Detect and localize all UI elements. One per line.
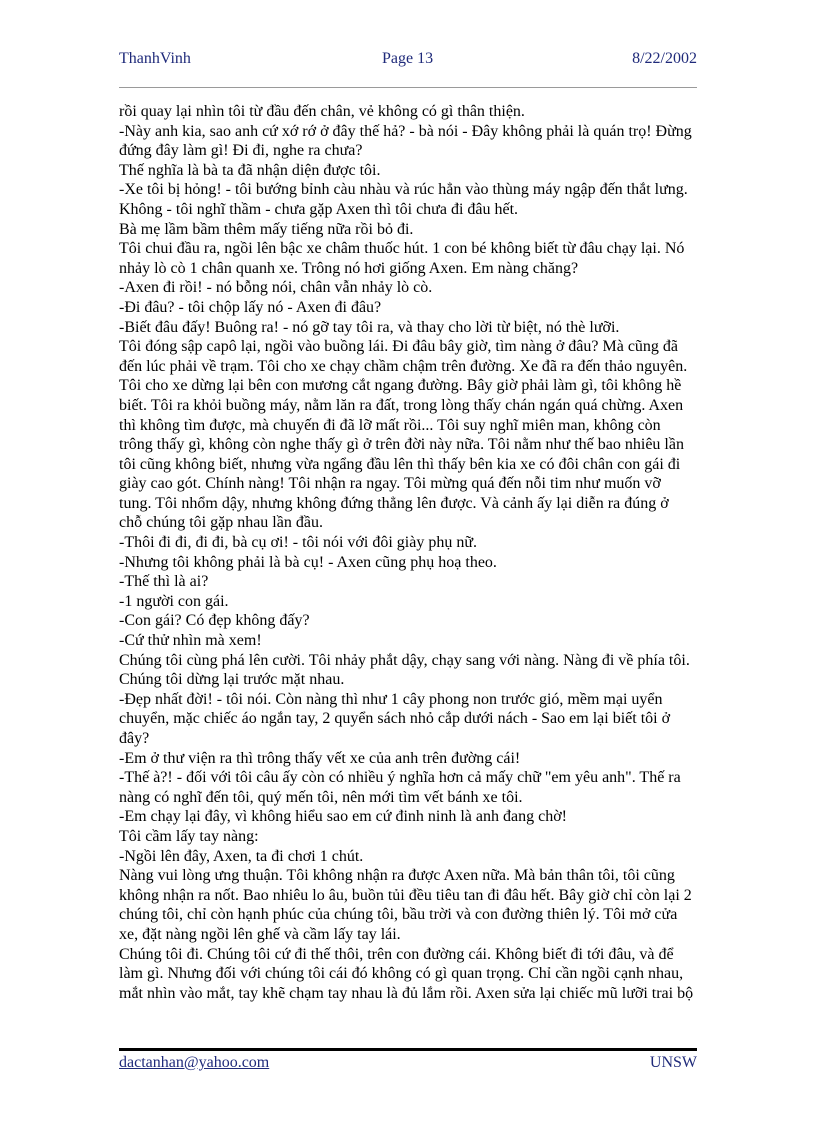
body-line: biết. Tôi ra khỏi buồng máy, nằm lăn ra đất, trong lòng thấy chán ngán quá chừng. Axen <box>119 396 684 414</box>
footer-email-link[interactable]: dactanhan@yahoo.com <box>119 1054 270 1071</box>
body-line: xe, đặt nàng ngồi lên ghế và cầm lấy tay lái. <box>119 925 401 943</box>
body-line: -1 người con gái. <box>119 592 229 610</box>
body-line: đứng đây làm gì! Đi đi, nghe ra chưa? <box>119 142 363 160</box>
body-line: rồi quay lại nhìn tôi từ đầu đến chân, vẻ không có gì thân thiện. <box>119 103 525 120</box>
footer-divider <box>119 1048 697 1051</box>
header-page-number: Page 13 <box>382 50 434 67</box>
body-line: -Ngồi lên đây, Axen, ta đi chơi 1 chút. <box>119 847 364 865</box>
body-line: nàng có nghĩ đến tôi, quý mến tôi, nên mới tìm vết bánh xe tôi. <box>119 788 523 806</box>
body-line: -Xe tôi bị hỏng! - tôi bướng bỉnh càu nhàu và rúc hẳn vào thùng máy ngập đến thắt lưng. <box>119 181 688 199</box>
body-line: -Đi đâu? - tôi chộp lấy nó - Axen đi đâu? <box>119 298 382 316</box>
body-line: Tôi chui đầu ra, ngồi lên bậc xe châm thuốc hút. 1 con bé không biết từ đâu chạy lại. Nó <box>119 240 685 258</box>
body-line: -Thôi đi đi, đi đi, bà cụ ơi! - tôi nói với đôi giày phụ nữ. <box>119 534 477 552</box>
header-date: 8/22/2002 <box>632 50 697 67</box>
body-line: tung. Tôi nhổm dậy, nhưng không đứng thẳng lên được. Và cảnh ấy lại diễn ra đúng ở <box>119 494 669 512</box>
body-line: không nhận ra nốt. Bao nhiêu lo âu, buồn tủi đều tiêu tan đi đâu hết. Bây giờ chỉ còn lại 2 <box>119 886 692 904</box>
body-line: đến lúc phải về trạm. Tôi cho xe chạy chầm chậm trên đường. Xe đã ra đến thảo nguyên. <box>119 357 688 375</box>
body-line: -Biết đâu đấy! Buông ra! - nó gỡ tay tôi ra, và thay cho lời từ biệt, nó thè lưỡi. <box>119 318 620 336</box>
body-line: Chúng tôi đi. Chúng tôi cứ đi thế thôi, trên con đường cái. Không biết đi tới đâu, và để <box>119 945 674 963</box>
body-line: chúng tôi, chỉ còn hạnh phúc của chúng tôi, bầu trời và con đường thiên lý. Tôi mở cửa <box>119 906 678 924</box>
header-author: ThanhVinh <box>119 50 191 67</box>
body-line: -Axen đi rồi! - nó bỗng nói, chân vẫn nhảy lò cò. <box>119 279 433 297</box>
body-line: -Em ở thư viện ra thì trông thấy vết xe của anh trên đường cái! <box>119 749 521 767</box>
body-line: nhảy lò cò 1 chân quanh xe. Trông nó hơi giống Axen. Em nàng chăng? <box>119 259 579 277</box>
body-line: thì không tìm được, mà chuyến đi đã lỡ mất rồi... Tôi suy nghĩ miên man, không còn <box>119 416 661 434</box>
page-footer <box>119 1054 697 1076</box>
body-line: -Cứ thử nhìn mà xem! <box>119 632 262 650</box>
body-line: Không - tôi nghĩ thầm - chưa gặp Axen thì tôi chưa đi đâu hết. <box>119 200 519 218</box>
body-line: -Thế à?! - đối với tôi câu ấy còn có nhiều ý nghĩa hơn cả mấy chữ "em yêu anh". Thế ra <box>119 769 681 787</box>
body-line: Tôi cho xe dừng lại bên con mương cắt ngang đường. Bây giờ phải làm gì, tôi không hề <box>119 377 682 395</box>
body-line: Tôi đóng sập capô lại, ngồi vào buồng lái. Đi đâu bây giờ, tìm nàng ở đâu? Mà cũng đã <box>119 338 679 356</box>
footer-organization: UNSW <box>649 1054 697 1071</box>
body-line: -Thế thì là ai? <box>119 573 209 591</box>
body-line: -Đẹp nhất đời! - tôi nói. Còn nàng thì như 1 cây phong non trước gió, mềm mại uyển <box>119 690 663 708</box>
body-line: -Em chạy lại đây, vì không hiểu sao em cứ đinh ninh là anh đang chờ! <box>119 808 567 826</box>
body-line: Chúng tôi dừng lại trước mặt nhau. <box>119 671 345 689</box>
body-line: Nàng vui lòng ưng thuận. Tôi không nhận ra được Axen nữa. Mà bản thân tôi, tôi cũng <box>119 867 675 885</box>
body-line: giày cao gót. Chính nàng! Tôi nhận ra ngay. Tôi mừng quá đến nỗi tim như muốn vỡ <box>119 475 661 493</box>
body-line: Tôi cầm lấy tay nàng: <box>119 827 259 845</box>
body-line: đây? <box>119 730 150 747</box>
body-line: làm gì. Nhưng đối với chúng tôi cái đó không có gì quan trọng. Chỉ cần ngồi cạnh nhau, <box>119 965 684 983</box>
body-line: Bà mẹ lầm bầm thêm mấy tiếng nữa rồi bỏ đi. <box>119 220 414 238</box>
body-line: tôi cũng không biết, nhưng vừa ngẩng đầu lên thì thấy bên kia xe có đôi chân con gái đi <box>119 455 681 473</box>
body-line: Thế nghĩa là bà ta đã nhận diện được tôi. <box>119 161 381 179</box>
body-line: -Này anh kia, sao anh cứ xớ rớ ở đây thế hả? - bà nói - Đây không phải là quán trọ! Đừng <box>119 122 692 140</box>
body-line: trông thấy gì, không còn nghe thấy gì ở trên đời này nữa. Tôi nằm như thế bao nhiêu lần <box>119 436 684 454</box>
body-line: chỗ chúng tôi gặp nhau lần đầu. <box>119 514 323 532</box>
body-line: -Con gái? Có đẹp không đấy? <box>119 612 310 630</box>
page-header <box>119 50 697 72</box>
body-line: Chúng tôi cùng phá lên cười. Tôi nhảy phắt dậy, chạy sang với nàng. Nàng đi về phía tôi. <box>119 651 690 669</box>
body-text <box>119 102 699 1003</box>
header-divider <box>119 87 697 88</box>
body-line: -Nhưng tôi không phải là bà cụ! - Axen cũng phụ hoạ theo. <box>119 553 497 571</box>
body-line: chuyển, mặc chiếc áo ngắn tay, 2 quyển sách nhỏ cắp dưới nách - Sao em lại biết tôi ở <box>119 710 671 728</box>
body-line: mắt nhìn vào mắt, tay khẽ chạm tay nhau là đủ lắm rồi. Axen sửa lại chiếc mũ lưỡi trai bộ <box>119 984 694 1002</box>
